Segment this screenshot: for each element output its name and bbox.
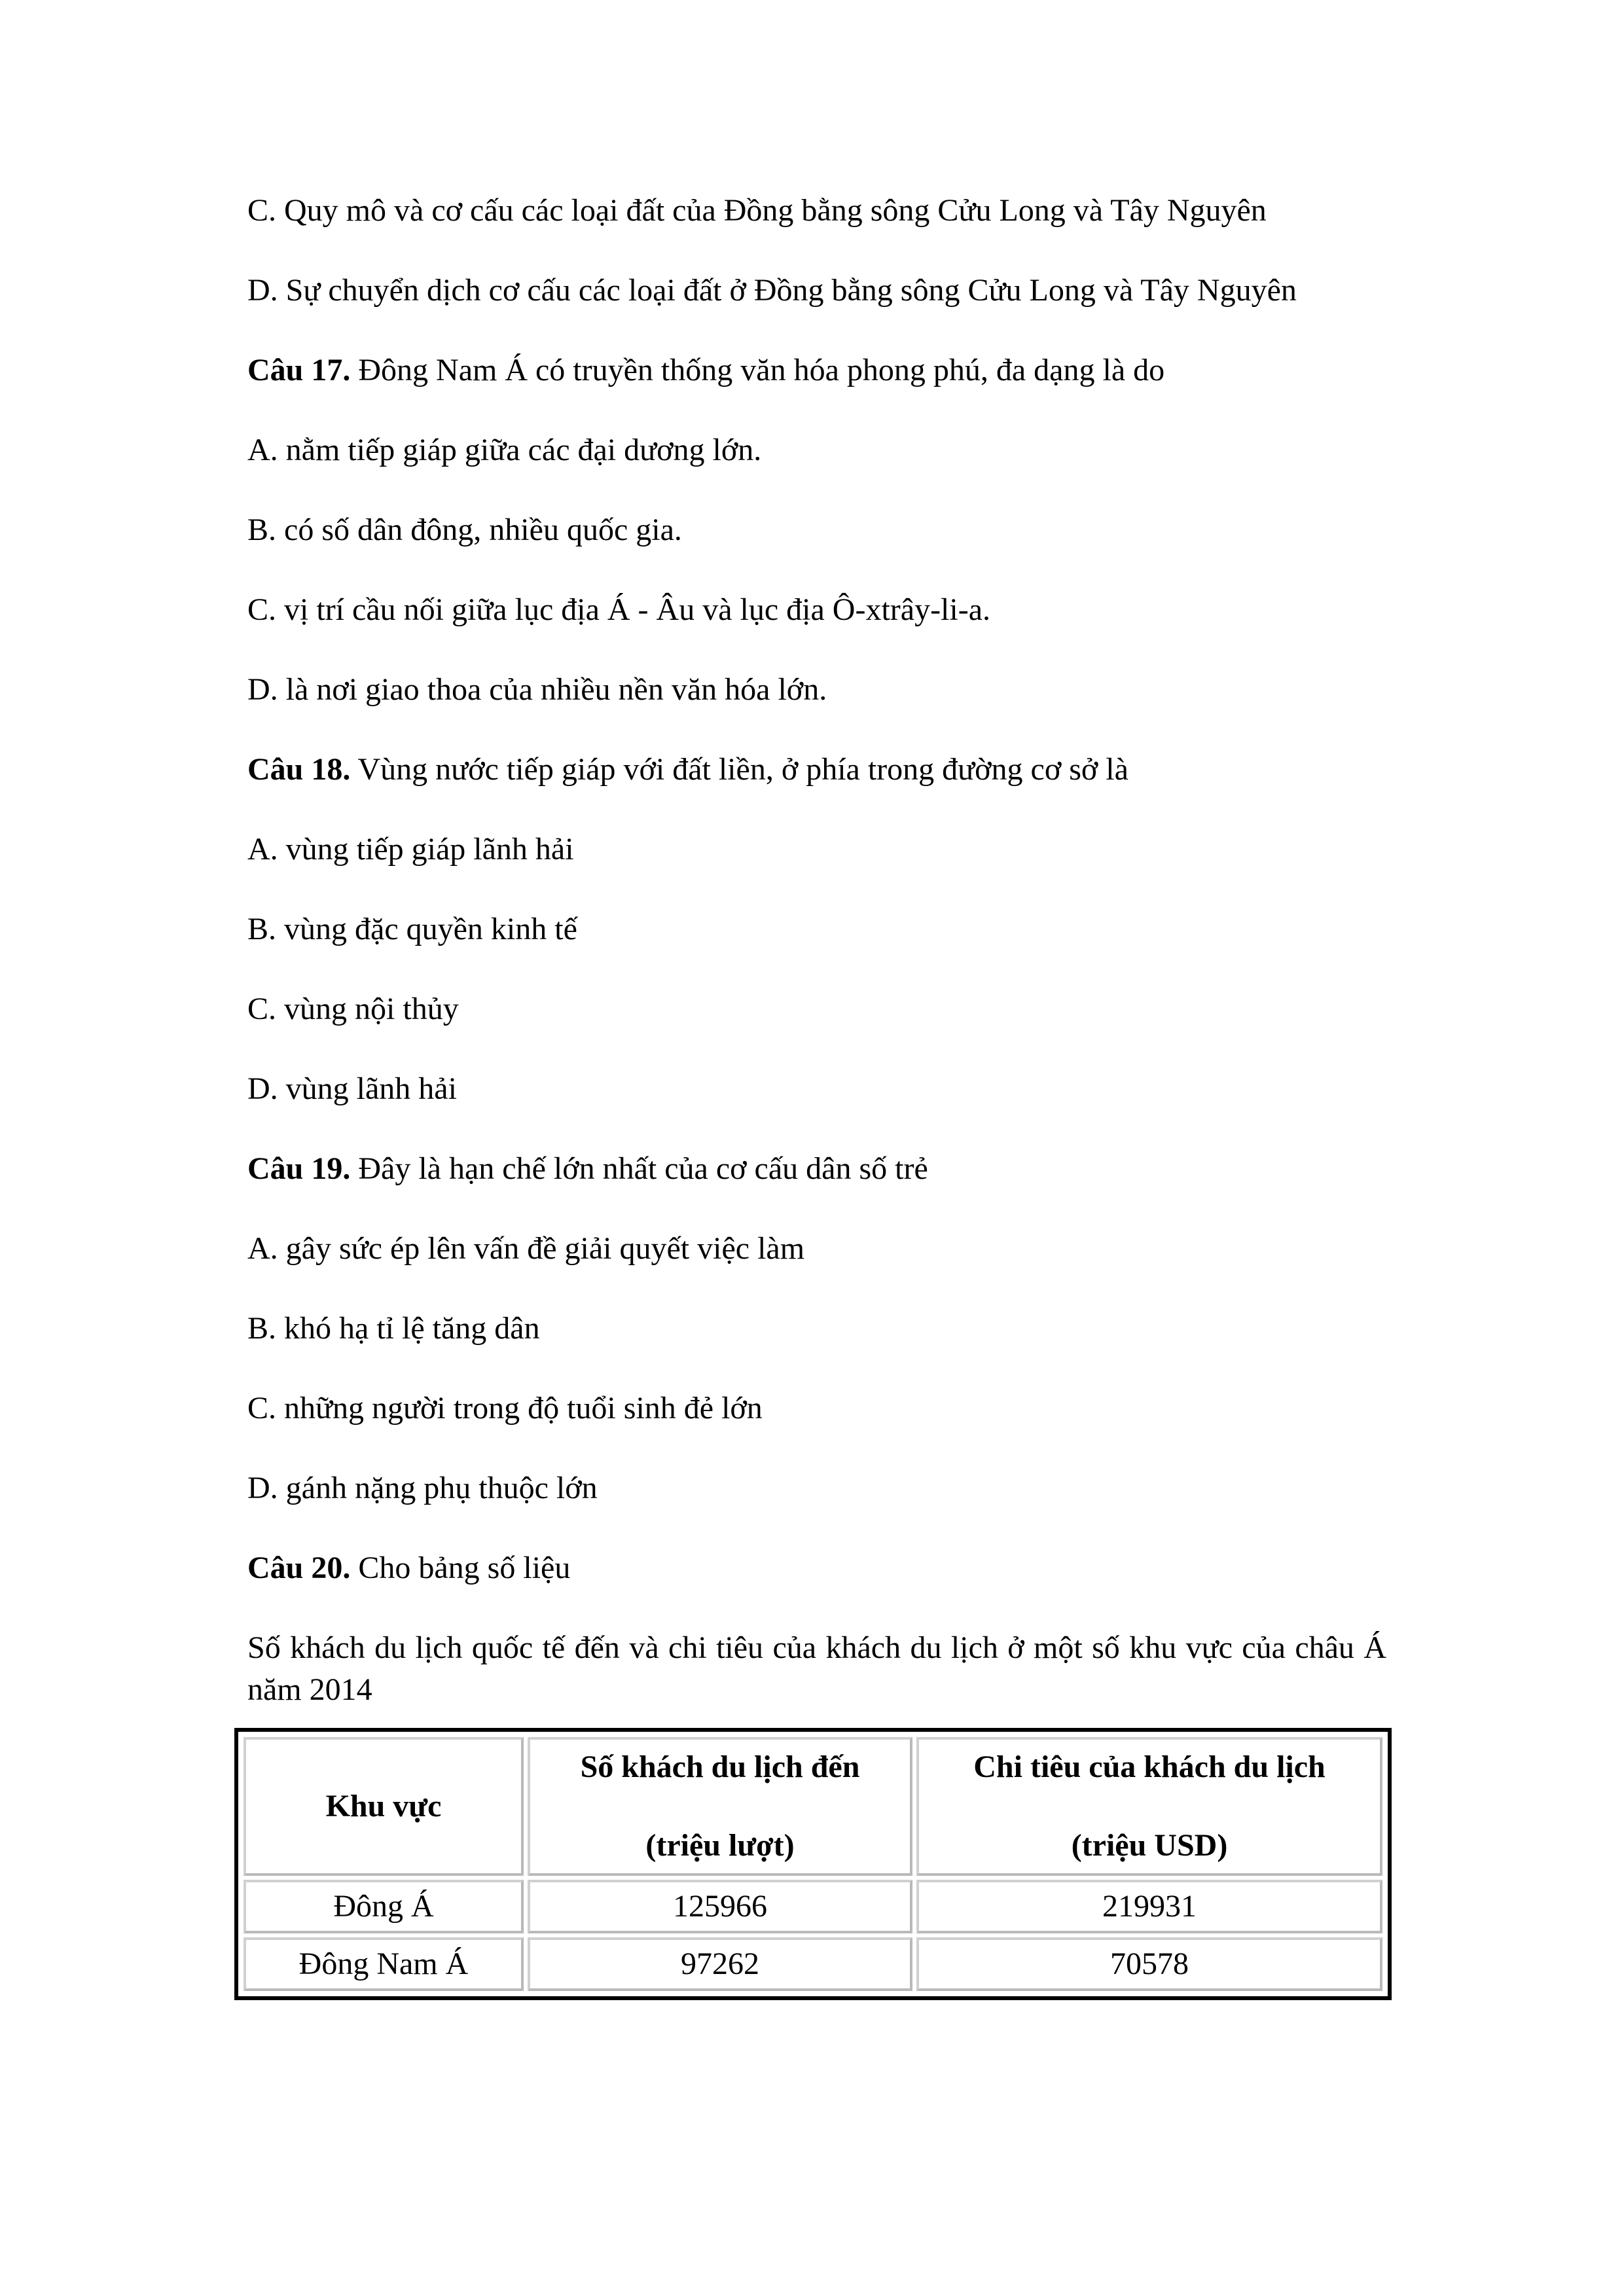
option-text: A. gây sức ép lên vấn đề giải quyết việc làm bbox=[247, 1231, 805, 1266]
cell-region: Đông Nam Á bbox=[244, 1937, 524, 1991]
data-table-frame bbox=[234, 1728, 1392, 2000]
question-number: Câu 18. bbox=[247, 752, 351, 787]
table-header-row bbox=[244, 1737, 1382, 1876]
question-text: Đông Nam Á có truyền thống văn hóa phong phú, đa dạng là do bbox=[350, 353, 1165, 387]
header-visitors bbox=[528, 1737, 912, 1876]
option-text: C. Quy mô và cơ cấu các loại đất của Đồng bằng sông Cửu Long và Tây Nguyên bbox=[247, 193, 1267, 228]
cell-visitors: 125966 bbox=[528, 1880, 912, 1933]
option-text: B. có số dân đông, nhiều quốc gia. bbox=[247, 512, 682, 547]
option-text: B. vùng đặc quyền kinh tế bbox=[247, 912, 577, 946]
question-number: Câu 19. bbox=[247, 1151, 351, 1186]
cell-spending: 219931 bbox=[916, 1880, 1382, 1933]
cell-region: Đông Á bbox=[244, 1880, 524, 1933]
question-18 bbox=[247, 749, 1386, 791]
option-text: C. vị trí cầu nối giữa lục địa Á - Âu và lục địa Ô-xtrây-li-a. bbox=[247, 592, 991, 627]
question-20 bbox=[247, 1547, 1386, 1589]
question-19 bbox=[247, 1148, 1386, 1190]
option-text: D. Sự chuyển dịch cơ cấu các loại đất ở Đồng bằng sông Cửu Long và Tây Nguyên bbox=[247, 273, 1297, 308]
question-17 bbox=[247, 350, 1386, 391]
header-label: Số khách du lịch đến bbox=[580, 1749, 860, 1784]
table-row bbox=[244, 1880, 1382, 1933]
cell-spending: 70578 bbox=[916, 1937, 1382, 1991]
table-caption: Số khách du lịch quốc tế đến và chi tiêu của khách du lịch ở một số khu vực của châu Á năm 2014 bbox=[247, 1630, 1386, 1707]
question-number: Câu 17. bbox=[247, 353, 351, 387]
option-text: D. là nơi giao thoa của nhiều nền văn hóa lớn. bbox=[247, 672, 827, 707]
header-region bbox=[244, 1737, 524, 1876]
question-text: Cho bảng số liệu bbox=[350, 1551, 571, 1585]
document-page bbox=[247, 190, 1386, 2000]
header-label: Chi tiêu của khách du lịch bbox=[973, 1749, 1326, 1784]
option-text: C. vùng nội thủy bbox=[247, 992, 459, 1026]
data-table bbox=[240, 1733, 1386, 1995]
option-text: A. nằm tiếp giáp giữa các đại dương lớn. bbox=[247, 433, 762, 467]
header-spending bbox=[916, 1737, 1382, 1876]
header-unit: (triệu USD) bbox=[1071, 1828, 1228, 1863]
question-number: Câu 20. bbox=[247, 1551, 351, 1585]
table-row bbox=[244, 1937, 1382, 1991]
option-text: A. vùng tiếp giáp lãnh hải bbox=[247, 832, 574, 867]
option-text: D. vùng lãnh hải bbox=[247, 1071, 457, 1106]
question-text: Vùng nước tiếp giáp với đất liền, ở phía trong đường cơ sở là bbox=[350, 752, 1128, 787]
question-text: Đây là hạn chế lớn nhất của cơ cấu dân số trẻ bbox=[350, 1151, 928, 1186]
option-text: D. gánh nặng phụ thuộc lớn bbox=[247, 1471, 598, 1505]
header-label: Khu vực bbox=[325, 1789, 442, 1823]
header-unit: (triệu lượt) bbox=[645, 1828, 795, 1863]
option-text: C. những người trong độ tuổi sinh đẻ lớn bbox=[247, 1391, 763, 1426]
option-text: B. khó hạ tỉ lệ tăng dân bbox=[247, 1311, 540, 1346]
cell-visitors: 97262 bbox=[528, 1937, 912, 1991]
